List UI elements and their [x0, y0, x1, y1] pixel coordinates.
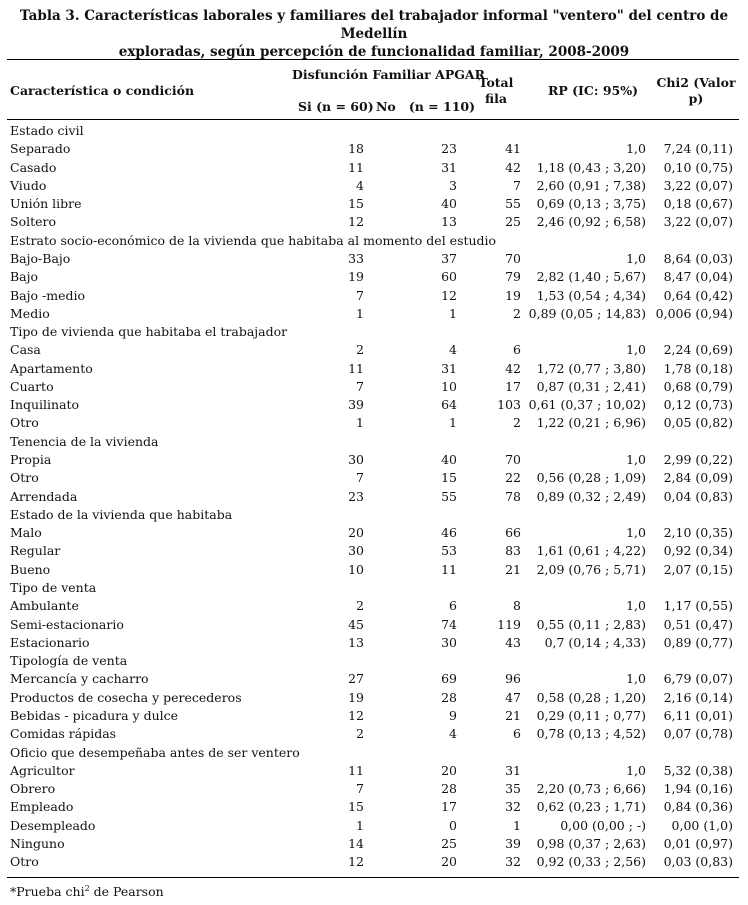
- cell-total: 2: [513, 415, 521, 431]
- header-characteristic: Característica o condición: [10, 83, 195, 98]
- row-label: Viudo: [10, 177, 47, 193]
- table-row: [7, 817, 739, 835]
- cell-chi2: 1,17 (0,55): [663, 598, 733, 614]
- cell-rp: 1,18 (0,43 ; 3,20): [536, 159, 646, 175]
- cell-si: 14: [348, 835, 364, 851]
- header-chi-line-2: p): [688, 91, 704, 106]
- row-label: Inquilinato: [10, 397, 80, 413]
- cell-total: 70: [505, 250, 521, 266]
- cell-si: 19: [348, 269, 364, 285]
- cell-si: 1: [356, 817, 364, 833]
- cell-si: 2: [356, 598, 364, 614]
- row-label: Bueno: [10, 561, 51, 577]
- row-label: Cuarto: [10, 378, 54, 394]
- row-label: Estacionario: [10, 634, 90, 650]
- cell-rp: 1,0: [626, 671, 646, 687]
- cell-total: 79: [505, 269, 521, 285]
- cell-si: 1: [356, 415, 364, 431]
- cell-total: 96: [505, 671, 521, 687]
- table-row: [7, 780, 739, 798]
- header-total-line-1: Total: [478, 75, 514, 90]
- header-group: Disfunción Familiar APGAR: [292, 67, 485, 82]
- row-label: Otro: [10, 415, 39, 431]
- table-row: [7, 195, 739, 213]
- cell-no: 40: [441, 196, 457, 212]
- cell-no: 20: [441, 854, 457, 870]
- section-label: Tenencia de la vivienda: [10, 433, 159, 449]
- table-row: [7, 250, 739, 268]
- section-row: [7, 122, 739, 140]
- cell-rp: 0,55 (0,11 ; 2,83): [536, 616, 646, 632]
- cell-chi2: 0,51 (0,47): [663, 616, 733, 632]
- cell-chi2: 8,47 (0,04): [663, 269, 733, 285]
- cell-no: 4: [449, 342, 457, 358]
- cell-si: 2: [356, 726, 364, 742]
- row-label: Medio: [10, 305, 50, 321]
- cell-chi2: 2,10 (0,35): [663, 525, 733, 541]
- cell-total: 7: [513, 177, 521, 193]
- table-row: [7, 488, 739, 506]
- cell-no: 31: [441, 159, 457, 175]
- cell-no: 23: [441, 141, 457, 157]
- cell-rp: 1,0: [626, 141, 646, 157]
- row-label: Desempleado: [10, 817, 96, 833]
- cell-no: 6: [449, 598, 457, 614]
- section-label: Estrato socio-económico de la vivienda que habitaba al momento del estudio: [10, 232, 497, 248]
- cell-no: 60: [441, 269, 457, 285]
- cell-total: 103: [497, 397, 521, 413]
- cell-no: 28: [441, 689, 457, 705]
- cell-si: 19: [348, 689, 364, 705]
- cell-chi2: 0,92 (0,34): [663, 543, 733, 559]
- cell-chi2: 0,12 (0,73): [663, 397, 733, 413]
- cell-total: 21: [505, 561, 521, 577]
- cell-chi2: 7,24 (0,11): [663, 141, 733, 157]
- cell-rp: 1,61 (0,61 ; 4,22): [536, 543, 646, 559]
- cell-rp: 0,62 (0,23 ; 1,71): [536, 799, 646, 815]
- cell-no: 4: [449, 726, 457, 742]
- cell-no: 74: [441, 616, 457, 632]
- cell-no: 25: [441, 835, 457, 851]
- table-row: [7, 177, 739, 195]
- row-label: Comidas rápidas: [10, 726, 117, 742]
- footnote-superscript: 2: [84, 884, 90, 893]
- cell-si: 27: [348, 671, 364, 687]
- table-row: [7, 561, 739, 579]
- table-row: [7, 414, 739, 432]
- cell-no: 0: [449, 817, 457, 833]
- header-no: No (n = 110): [376, 99, 476, 114]
- cell-rp: 1,0: [626, 342, 646, 358]
- cell-total: 47: [505, 689, 521, 705]
- section-row: [7, 652, 739, 670]
- cell-chi2: 0,64 (0,42): [663, 287, 733, 303]
- section-row: [7, 579, 739, 597]
- cell-no: 3: [449, 177, 457, 193]
- cell-rp: 0,87 (0,31 ; 2,41): [536, 378, 646, 394]
- cell-total: 43: [505, 634, 521, 650]
- table-row: [7, 378, 739, 396]
- table-row: [7, 268, 739, 286]
- table-row: [7, 341, 739, 359]
- cell-rp: 1,0: [626, 250, 646, 266]
- row-label: Apartamento: [10, 360, 93, 376]
- row-label: Casa: [10, 342, 41, 358]
- cell-rp: 1,0: [626, 525, 646, 541]
- cell-total: 6: [513, 342, 521, 358]
- cell-total: 32: [505, 799, 521, 815]
- cell-si: 30: [348, 543, 364, 559]
- section-row: [7, 744, 739, 762]
- section-label: Estado de la vivienda que habitaba: [10, 506, 233, 522]
- cell-rp: 0,92 (0,33 ; 2,56): [536, 854, 646, 870]
- cell-total: 25: [505, 214, 521, 230]
- cell-chi2: 3,22 (0,07): [663, 177, 733, 193]
- table-row: [7, 287, 739, 305]
- cell-si: 12: [348, 707, 364, 723]
- bottom-rule: [7, 877, 739, 878]
- cell-si: 7: [356, 378, 364, 394]
- cell-rp: 0,69 (0,13 ; 3,75): [536, 196, 646, 212]
- table-row: [7, 762, 739, 780]
- row-label: Malo: [10, 525, 42, 541]
- cell-chi2: 1,78 (0,18): [663, 360, 733, 376]
- row-label: Ambulante: [10, 598, 79, 614]
- cell-chi2: 0,01 (0,97): [663, 835, 733, 851]
- cell-rp: 1,0: [626, 598, 646, 614]
- cell-rp: 0,89 (0,05 ; 14,83): [528, 305, 646, 321]
- table-row: [7, 689, 739, 707]
- cell-si: 33: [348, 250, 364, 266]
- row-label: Bajo-Bajo: [10, 250, 71, 266]
- cell-si: 4: [356, 177, 364, 193]
- table-title-line-2: exploradas, según percepción de funcionalidad familiar, 2008-2009: [118, 44, 630, 60]
- cell-no: 10: [441, 378, 457, 394]
- table-row: [7, 634, 739, 652]
- table-row: [7, 159, 739, 177]
- row-label: Arrendada: [10, 488, 78, 504]
- table-row: [7, 798, 739, 816]
- cell-chi2: 2,99 (0,22): [663, 452, 733, 468]
- section-label: Tipo de venta: [10, 580, 97, 595]
- cell-chi2: 0,00 (1,0): [671, 817, 733, 833]
- row-label: Mercancía y cacharro: [10, 671, 149, 687]
- cell-rp: 0,78 (0,13 ; 4,52): [536, 726, 646, 742]
- cell-no: 37: [441, 250, 457, 266]
- cell-chi2: 0,10 (0,75): [663, 159, 733, 175]
- cell-no: 55: [441, 488, 457, 504]
- row-label: Otro: [10, 854, 39, 870]
- section-label: Estado civil: [10, 123, 84, 138]
- cell-chi2: 0,04 (0,83): [663, 488, 733, 504]
- cell-rp: 2,82 (1,40 ; 5,67): [536, 269, 646, 285]
- cell-si: 2: [356, 342, 364, 358]
- cell-si: 23: [348, 488, 364, 504]
- cell-si: 11: [348, 360, 364, 376]
- header-si: Si (n = 60): [298, 99, 374, 114]
- cell-chi2: 6,79 (0,07): [663, 671, 733, 687]
- cell-chi2: 0,89 (0,77): [663, 634, 733, 650]
- cell-total: 22: [505, 470, 521, 486]
- cell-total: 1: [513, 817, 521, 833]
- cell-total: 31: [505, 762, 521, 778]
- table-row: [7, 451, 739, 469]
- cell-chi2: 0,05 (0,82): [663, 415, 733, 431]
- cell-total: 42: [505, 159, 521, 175]
- header-chi: [656, 75, 736, 107]
- table-title-line-1: Tabla 3. Características laborales y familiares del trabajador informal "ventero" del centro de Medellín: [19, 8, 729, 42]
- cell-si: 30: [348, 452, 364, 468]
- cell-no: 1: [449, 415, 457, 431]
- cell-rp: 0,58 (0,28 ; 1,20): [536, 689, 646, 705]
- cell-total: 70: [505, 452, 521, 468]
- section-label: Tipología de venta: [10, 653, 128, 669]
- row-label: Agricultor: [10, 762, 75, 778]
- table-row: [7, 853, 739, 871]
- section-row: [7, 232, 739, 250]
- cell-si: 7: [356, 287, 364, 303]
- cell-total: 35: [505, 781, 521, 797]
- header-total: [476, 75, 516, 107]
- top-rule: [7, 59, 739, 60]
- row-label: Productos de cosecha y perecederos: [10, 689, 242, 705]
- cell-total: 17: [505, 378, 521, 394]
- cell-rp: 2,20 (0,73 ; 6,66): [536, 781, 646, 797]
- cell-chi2: 0,006 (0,94): [655, 305, 733, 321]
- cell-total: 83: [505, 543, 521, 559]
- cell-chi2: 1,94 (0,16): [663, 781, 733, 797]
- cell-chi2: 3,22 (0,07): [663, 214, 733, 230]
- table-row: [7, 396, 739, 414]
- cell-chi2: 8,64 (0,03): [663, 250, 733, 266]
- cell-chi2: 0,07 (0,78): [663, 726, 733, 742]
- cell-total: 66: [505, 525, 521, 541]
- table-title: [0, 7, 748, 61]
- cell-rp: 0,89 (0,32 ; 2,49): [536, 488, 646, 504]
- cell-rp: 1,53 (0,54 ; 4,34): [536, 287, 646, 303]
- cell-no: 30: [441, 634, 457, 650]
- row-label: Otro: [10, 470, 39, 486]
- cell-si: 12: [348, 854, 364, 870]
- cell-total: 39: [505, 835, 521, 851]
- cell-no: 12: [441, 287, 457, 303]
- footnote-text-after: de Pearson: [89, 884, 164, 900]
- cell-si: 15: [348, 196, 364, 212]
- section-label: Oficio que desempeñaba antes de ser ventero: [10, 744, 300, 760]
- cell-rp: 1,22 (0,21 ; 6,96): [536, 415, 646, 431]
- section-label: Tipo de vivienda que habitaba el trabajador: [10, 324, 288, 340]
- cell-chi2: 0,18 (0,67): [663, 196, 733, 212]
- cell-rp: 1,0: [626, 762, 646, 778]
- cell-chi2: 2,16 (0,14): [663, 689, 733, 705]
- cell-no: 69: [441, 671, 457, 687]
- cell-si: 7: [356, 781, 364, 797]
- cell-no: 20: [441, 762, 457, 778]
- row-label: Ninguno: [10, 835, 65, 851]
- cell-rp: 1,0: [626, 452, 646, 468]
- cell-chi2: 6,11 (0,01): [663, 707, 733, 723]
- cell-total: 32: [505, 854, 521, 870]
- row-label: Propia: [10, 452, 52, 468]
- cell-rp: 0,56 (0,28 ; 1,09): [536, 470, 646, 486]
- cell-si: 45: [348, 616, 364, 632]
- row-label: Casado: [10, 159, 57, 175]
- table-row: [7, 707, 739, 725]
- cell-no: 9: [449, 707, 457, 723]
- table-row: [7, 725, 739, 743]
- cell-si: 20: [348, 525, 364, 541]
- cell-no: 46: [441, 525, 457, 541]
- footnote-text: *Prueba chi: [10, 884, 85, 900]
- cell-rp: 2,60 (0,91 ; 7,38): [536, 177, 646, 193]
- cell-si: 11: [348, 762, 364, 778]
- table-row: [7, 140, 739, 158]
- row-label: Bajo: [10, 269, 39, 285]
- cell-rp: 0,00 (0,00 ; -): [560, 817, 646, 833]
- table-row: [7, 835, 739, 853]
- cell-total: 119: [497, 616, 521, 632]
- row-label: Obrero: [10, 781, 56, 797]
- cell-si: 10: [348, 561, 364, 577]
- cell-rp: 2,09 (0,76 ; 5,71): [536, 561, 646, 577]
- cell-si: 18: [348, 141, 364, 157]
- cell-chi2: 2,24 (0,69): [663, 342, 733, 358]
- table-row: [7, 542, 739, 560]
- cell-no: 53: [441, 543, 457, 559]
- header-rule: [7, 119, 739, 120]
- cell-total: 78: [505, 488, 521, 504]
- cell-no: 11: [441, 561, 457, 577]
- cell-no: 31: [441, 360, 457, 376]
- cell-si: 7: [356, 470, 364, 486]
- cell-chi2: 2,84 (0,09): [663, 470, 733, 486]
- table-row: [7, 213, 739, 231]
- cell-si: 39: [348, 397, 364, 413]
- cell-no: 1: [449, 305, 457, 321]
- cell-total: 19: [505, 287, 521, 303]
- cell-no: 28: [441, 781, 457, 797]
- table-row: [7, 670, 739, 688]
- cell-si: 13: [348, 634, 364, 650]
- header-total-line-2: fila: [485, 91, 507, 106]
- cell-si: 12: [348, 214, 364, 230]
- cell-total: 42: [505, 360, 521, 376]
- table-row: [7, 469, 739, 487]
- row-label: Semi-estacionario: [10, 616, 124, 632]
- cell-rp: 0,29 (0,11 ; 0,77): [536, 707, 646, 723]
- section-row: [7, 433, 739, 451]
- row-label: Empleado: [10, 799, 74, 815]
- row-label: Regular: [10, 543, 61, 559]
- row-label: Separado: [10, 141, 71, 157]
- table-row: [7, 524, 739, 542]
- row-label: Bajo -medio: [10, 287, 86, 303]
- cell-chi2: 0,03 (0,83): [663, 854, 733, 870]
- cell-total: 8: [513, 598, 521, 614]
- row-label: Soltero: [10, 214, 57, 230]
- table-row: [7, 616, 739, 634]
- cell-chi2: 2,07 (0,15): [663, 561, 733, 577]
- row-label: Bebidas - picadura y dulce: [10, 707, 179, 723]
- cell-si: 1: [356, 305, 364, 321]
- cell-no: 64: [441, 397, 457, 413]
- cell-si: 11: [348, 159, 364, 175]
- cell-si: 15: [348, 799, 364, 815]
- cell-rp: 0,7 (0,14 ; 4,33): [544, 634, 646, 650]
- cell-total: 55: [505, 196, 521, 212]
- cell-rp: 2,46 (0,92 ; 6,58): [536, 214, 646, 230]
- cell-rp: 1,72 (0,77 ; 3,80): [536, 360, 646, 376]
- cell-no: 17: [441, 799, 457, 815]
- cell-no: 15: [441, 470, 457, 486]
- cell-total: 41: [505, 141, 521, 157]
- cell-total: 2: [513, 305, 521, 321]
- cell-rp: 0,61 (0,37 ; 10,02): [528, 397, 646, 413]
- table-row: [7, 305, 739, 323]
- cell-no: 13: [441, 214, 457, 230]
- header-rp: RP (IC: 95%): [548, 83, 639, 98]
- section-row: [7, 323, 739, 341]
- cell-chi2: 0,84 (0,36): [663, 799, 733, 815]
- cell-chi2: 0,68 (0,79): [663, 378, 733, 394]
- section-row: [7, 506, 739, 524]
- cell-no: 40: [441, 452, 457, 468]
- table-row: [7, 597, 739, 615]
- cell-total: 21: [505, 707, 521, 723]
- header-chi-line-1: Chi2 (Valor: [656, 75, 736, 90]
- cell-chi2: 5,32 (0,38): [663, 762, 733, 778]
- row-label: Unión libre: [10, 196, 82, 212]
- table-row: [7, 360, 739, 378]
- cell-total: 6: [513, 726, 521, 742]
- cell-rp: 0,98 (0,37 ; 2,63): [536, 835, 646, 851]
- footnote: [10, 881, 164, 900]
